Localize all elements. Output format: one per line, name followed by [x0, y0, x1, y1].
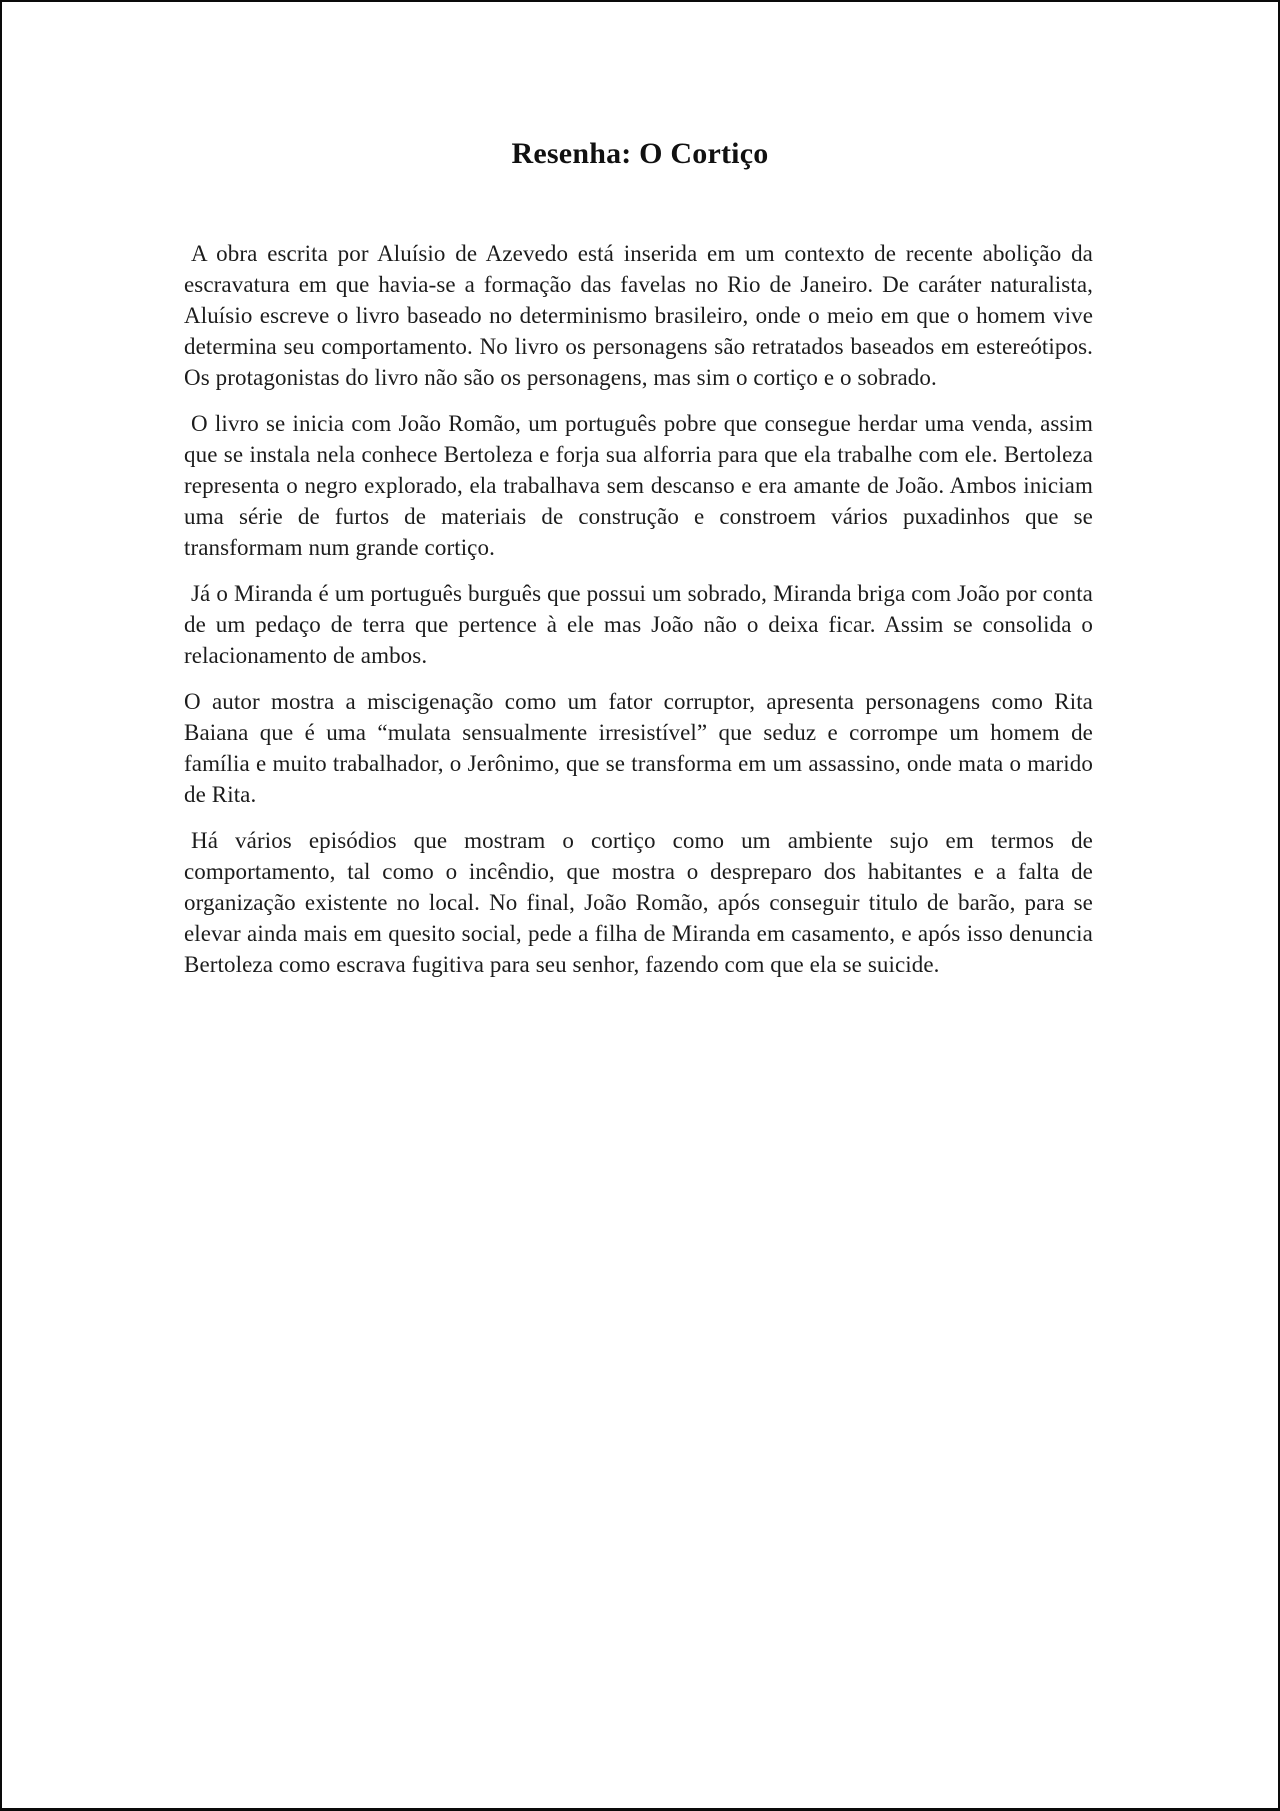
paragraph-intro: A obra escrita por Aluísio de Azevedo está inserida em um contexto de recente abolição da escravatura em que havia-se a formação das favelas no Rio de Janeiro. De caráter naturalista, Aluísio escreve o livro baseado no determinismo brasileiro, onde o meio em que o homem vive determina seu comportamento. No livro os personagens são retratados baseados em estereótipos. Os protagonistas do livro não são os personagens, mas sim o cortiço e o sobrado.: [184, 241, 1093, 390]
document-title: Resenha: O Cortiço: [511, 137, 769, 170]
paragraph-episodios: Há vários episódios que mostram o cortiço como um ambiente sujo em termos de comportamento, tal como o incêndio, que mostra o despreparo dos habitantes e a falta de organização existente no local. No final, João Romão, após conseguir titulo de barão, para se elevar ainda mais em quesito social, pede a filha de Miranda em casamento, e após isso denuncia Bertoleza como escrava fugitiva para seu senhor, fazendo com que ela se suicide.: [184, 828, 1093, 977]
paragraph-miranda: Já o Miranda é um português burguês que possui um sobrado, Miranda briga com João por conta de um pedaço de terra que pertence à ele mas João não o deixa ficar. Assim se consolida o relacionamento de ambos.: [184, 581, 1093, 668]
paragraph-miscigenacao: O autor mostra a miscigenação como um fator corruptor, apresenta personagens como Rita Baiana que é uma “mulata sensualmente irresistível” que seduz e corrompe um homem de família e muito trabalhador, o Jerônimo, que se transforma em um assassino, onde mata o marido de Rita.: [184, 689, 1093, 807]
paragraph-joao-romao: O livro se inicia com João Romão, um português pobre que consegue herdar uma venda, assim que se instala nela conhece Bertoleza e forja sua alforria para que ela trabalhe com ele. Bertoleza representa o negro explorado, ela trabalhava sem descanso e era amante de João. Ambos iniciam uma série de furtos de materiais de construção e constroem vários puxadinhos que se transformam num grande cortiço.: [184, 411, 1093, 560]
document-body: [184, 238, 1093, 980]
